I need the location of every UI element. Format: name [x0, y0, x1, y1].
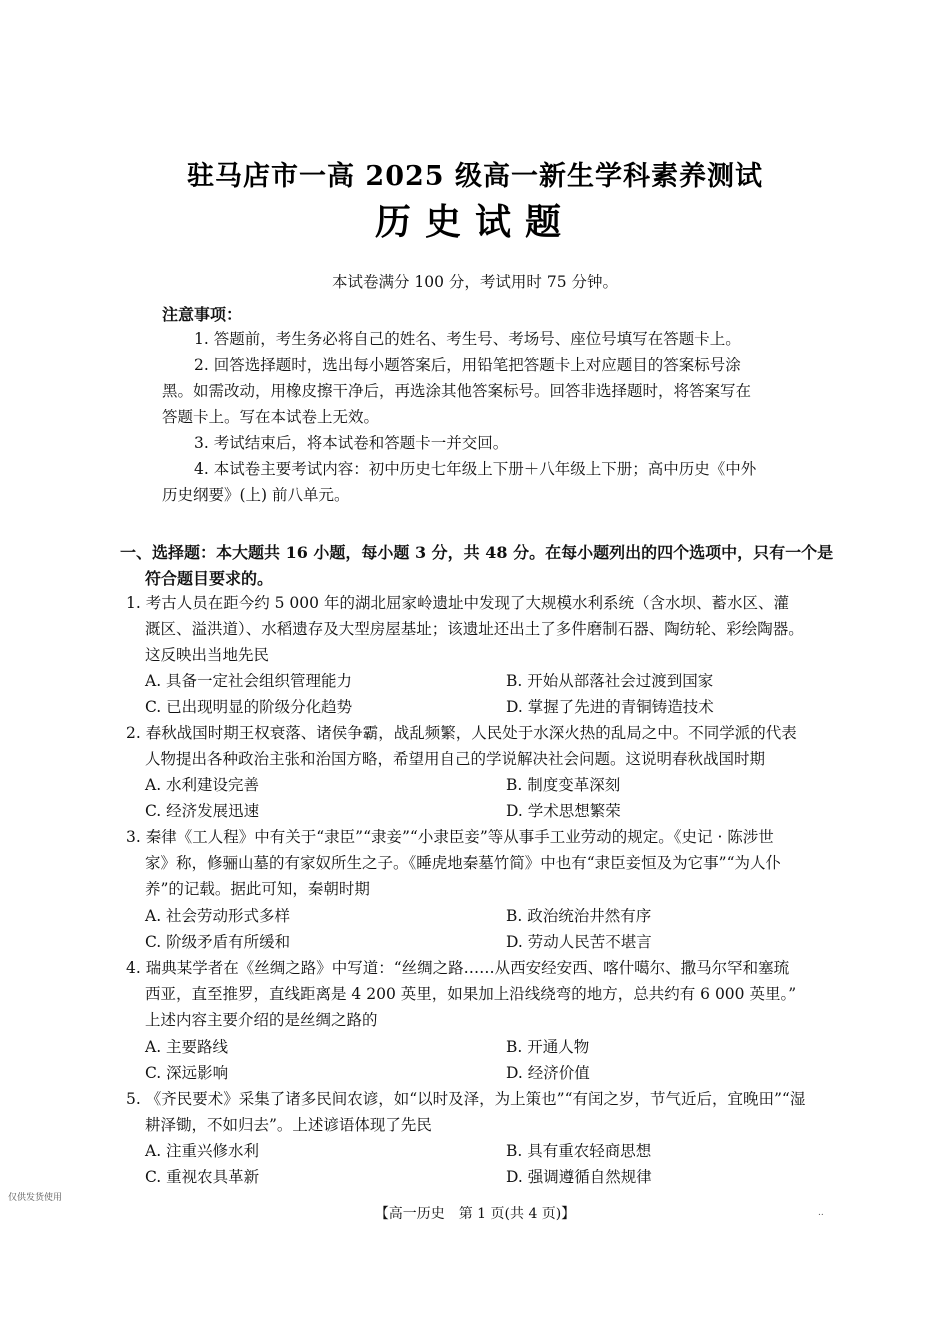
question-text: 溉区、溢洪道）、水稻遗存及大型房屋基址；该遗址还出土了多件磨制石器、陶纺轮、彩绘陶器。 — [145, 620, 804, 638]
option-d: D. 经济价值 — [506, 1064, 590, 1082]
notice-line: 黑。如需改动，用橡皮擦干净后，再选涂其他答案标号。回答非选择题时，将答案写在 — [162, 382, 752, 400]
option-c: C. 经济发展迅速 — [145, 802, 260, 820]
option-d: D. 掌握了先进的青铜铸造技术 — [506, 698, 714, 716]
option-d: D. 劳动人民苦不堪言 — [506, 933, 652, 951]
option-b: B. 政治统治井然有序 — [506, 907, 652, 925]
notice-line: 4. 本试卷主要考试内容：初中历史七年级上下册＋八年级上下册；高中历史《中外 — [194, 460, 757, 478]
notice-line: 答题卡上。写在本试卷上无效。 — [162, 408, 380, 426]
section-heading: 一、选择题：本大题共 16 小题，每小题 3 分，共 48 分。在每小题列出的四个选项中，只有一个是 — [120, 543, 834, 562]
watermark-note: 仅供发货使用 — [8, 1193, 63, 1203]
option-b: B. 开通人物 — [506, 1038, 590, 1056]
question-text: 这反映出当地先民 — [145, 646, 270, 664]
question-text: 3. 秦律《工人程》中有关于“隶臣”“隶妾”“小隶臣妾”等从事手工业劳动的规定。《史记 · 陈涉世 — [126, 828, 774, 846]
question-text: 养”的记载。据此可知，秦朝时期 — [145, 880, 370, 898]
question-text: 1. 考古人员在距今约 5 000 年的湖北屈家岭遗址中发现了大规模水利系统（含水坝、蓄水区、灌 — [126, 594, 789, 612]
subject-title: 历史试题 — [374, 201, 575, 243]
question-text: 上述内容主要介绍的是丝绸之路的 — [145, 1011, 378, 1029]
question-text: 4. 瑞典某学者在《丝绸之路》中写道：“丝绸之路……从西安经安西、喀什噶尔、撒马尔罕和塞琉 — [126, 959, 790, 977]
option-a: A. 社会劳动形式多样 — [145, 907, 291, 925]
option-b: B. 制度变革深刻 — [506, 776, 621, 794]
option-a: A. 主要路线 — [145, 1038, 229, 1056]
option-b: B. 具有重农轻商思想 — [506, 1142, 652, 1160]
notice-line: 历史纲要》(上) 前八单元。 — [162, 486, 350, 504]
option-a: A. 具备一定社会组织管理能力 — [145, 672, 353, 690]
question-text: 2. 春秋战国时期王权衰落、诸侯争霸，战乱频繁，人民处于水深火热的乱局之中。不同学派的代表 — [126, 724, 797, 742]
option-c: C. 重视农具革新 — [145, 1168, 260, 1186]
notice-line: 2. 回答选择题时，选出每小题答案后，用铅笔把答题卡上对应题目的答案标号涂 — [194, 356, 741, 374]
notice-line: 1. 答题前，考生务必将自己的姓名、考生号、考场号、座位号填写在答题卡上。 — [194, 330, 741, 348]
question-text: 5. 《齐民要术》采集了诸多民间农谚，如“以时及泽，为上策也”“有闰之岁，节气近后，宜晚田”“湿 — [126, 1090, 806, 1108]
question-text: 人物提出各种政治主张和治国方略，希望用自己的学说解决社会问题。这说明春秋战国时期 — [145, 750, 766, 768]
exam-title: 驻马店市一高 2025 级高一新生学科素养测试 — [187, 161, 763, 192]
page-number: 【高一历史 第 1 页(共 4 页)】 — [374, 1206, 576, 1222]
option-a: A. 水利建设完善 — [145, 776, 260, 794]
option-c: C. 深远影响 — [145, 1064, 229, 1082]
option-a: A. 注重兴修水利 — [145, 1142, 260, 1160]
notice-heading: 注意事项： — [162, 305, 243, 324]
question-text: 耕泽锄，不如归去”。上述谚语体现了先民 — [145, 1116, 432, 1134]
question-text: 家》称，修骊山墓的有家奴所生之子。《睡虎地秦墓竹简》中也有“隶臣妾恒及为它事”“为人仆 — [145, 854, 782, 872]
section-heading-cont: 符合题目要求的。 — [145, 569, 274, 588]
question-text: 西亚，直至推罗，直线距离是 4 200 英里，如果加上沿线绕弯的地方，总共约有 6 000 英里。” — [145, 985, 797, 1003]
corner-mark: .. — [818, 1208, 824, 1218]
option-d: D. 强调遵循自然规律 — [506, 1168, 652, 1186]
option-b: B. 开始从部落社会过渡到国家 — [506, 672, 714, 690]
notice-line: 3. 考试结束后，将本试卷和答题卡一并交回。 — [194, 434, 509, 452]
exam-info: 本试卷满分 100 分，考试用时 75 分钟。 — [331, 273, 619, 291]
option-d: D. 学术思想繁荣 — [506, 802, 621, 820]
option-c: C. 阶级矛盾有所缓和 — [145, 933, 291, 951]
option-c: C. 已出现明显的阶级分化趋势 — [145, 698, 353, 716]
